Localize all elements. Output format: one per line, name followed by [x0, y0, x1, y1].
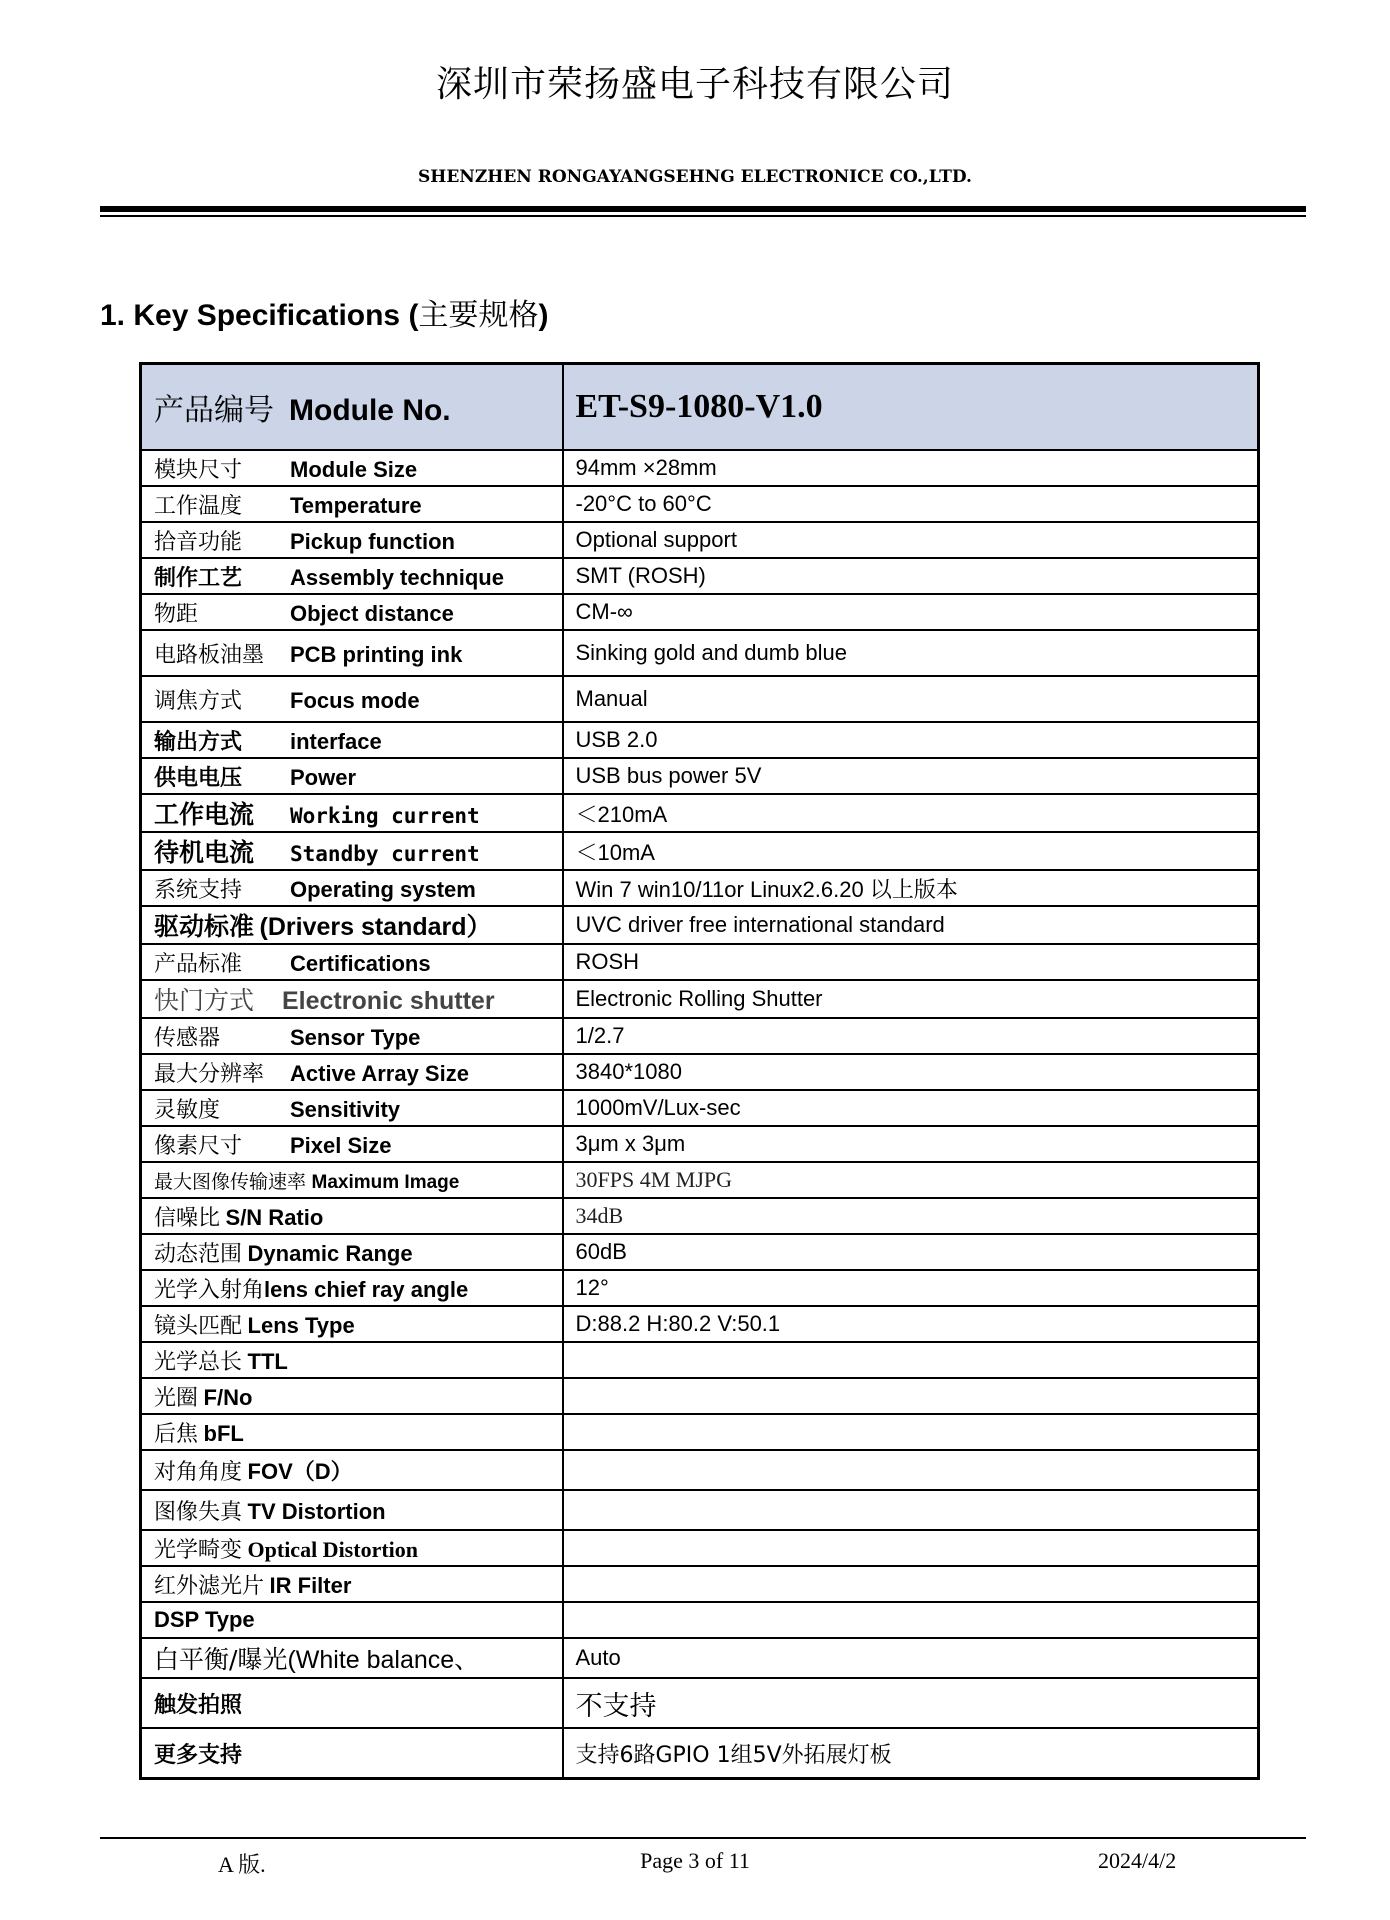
label-en: interface: [290, 728, 382, 754]
label-cell: [141, 1018, 563, 1054]
label-cell: [141, 1728, 563, 1779]
footer-rule: [100, 1837, 1306, 1839]
table-row: [141, 1414, 1259, 1450]
label-cn: 光学总长: [154, 1349, 243, 1375]
label-cell: [141, 1342, 563, 1378]
label-cn: 物距: [154, 601, 199, 627]
table-row: [141, 522, 1259, 558]
table-row: [141, 1602, 1259, 1638]
label-en: Assembly technique: [290, 564, 504, 590]
label-cell: [141, 450, 563, 486]
section-title-cn: 主要规格: [418, 298, 539, 333]
label-en: Dynamic Range: [247, 1240, 413, 1266]
label-en: Focus mode: [290, 687, 420, 713]
section-title-en: 1. Key Specifications (: [100, 299, 419, 332]
value-cell: [563, 1342, 1259, 1378]
value-cell: [563, 1566, 1259, 1602]
value-cell: 60dB: [563, 1234, 1259, 1270]
table-row: [141, 1530, 1259, 1566]
label-cn: 产品标准: [154, 951, 243, 977]
table-row: [141, 1490, 1259, 1530]
label-cell: [141, 1378, 563, 1414]
label-cell: [141, 558, 563, 594]
value-cell: D:88.2 H:80.2 V:50.1: [563, 1306, 1259, 1342]
label-cn: 制作工艺: [154, 564, 243, 591]
label-cell: [141, 594, 563, 630]
label-en: PCB printing ink: [290, 641, 463, 667]
table-row: [141, 1342, 1259, 1378]
label-cn: 白平衡/曝: [154, 1645, 263, 1674]
table-row: [141, 1450, 1259, 1490]
value-cell: 12°: [563, 1270, 1259, 1306]
value-cell: UVC driver free international standard: [563, 906, 1259, 944]
label-cell: [141, 1530, 563, 1566]
value-cell: 1/2.7: [563, 1018, 1259, 1054]
table-row: [141, 870, 1259, 906]
footer-date: 2024/4/2: [1098, 1848, 1177, 1873]
label-cn: 光学畸变: [154, 1537, 243, 1563]
label-en: Sensor Type: [290, 1024, 421, 1050]
table-row: [141, 558, 1259, 594]
label-en: IR Filter: [269, 1572, 352, 1598]
value-cell: [563, 1450, 1259, 1490]
value-cell: 支持6路GPIO 1组5V外拓展灯板: [563, 1728, 1259, 1779]
label-cn: 快门方式: [154, 986, 255, 1015]
label-cell: [141, 1638, 563, 1678]
label-cn: 光学入射角: [154, 1277, 265, 1303]
label-cell: [141, 1306, 563, 1342]
label-cell: [141, 1566, 563, 1602]
label-cn: 拾音功能: [154, 529, 243, 555]
label-cell: [141, 1054, 563, 1090]
label-cell: [141, 722, 563, 758]
table-row: [141, 1306, 1259, 1342]
value-cell: 30FPS 4M MJPG: [563, 1162, 1259, 1198]
value-cell: Electronic Rolling Shutter: [563, 980, 1259, 1018]
label-cell: [141, 906, 563, 944]
section-title-close: ): [538, 299, 549, 332]
label-en: TTL: [247, 1348, 288, 1374]
value-cell: [563, 1414, 1259, 1450]
label-cell: [141, 944, 563, 980]
label-cn: 调焦方式: [154, 688, 243, 714]
header-rule-thick: [100, 206, 1306, 212]
value-cell: ROSH: [563, 944, 1259, 980]
header-label-cell: [141, 364, 563, 451]
label-en: Lens Type: [247, 1312, 355, 1338]
label-cell: [141, 832, 563, 870]
label-cn: 系统支持: [154, 877, 243, 903]
label-en: Electronic shutter: [282, 987, 495, 1015]
label-en: Module Size: [290, 456, 418, 482]
label-cn: 动态范围: [154, 1241, 243, 1267]
footer-page-number: Page 3 of 11: [640, 1848, 750, 1873]
label-cell: [141, 980, 563, 1018]
label-cn: 工作电流: [154, 800, 255, 829]
label-cell: [141, 1450, 563, 1490]
value-cell: 94mm ×28mm: [563, 450, 1259, 486]
header-value-cell: ET-S9-1080-V1.0: [563, 364, 1259, 451]
label-en: TV Distortion: [247, 1498, 386, 1524]
table-row: [141, 944, 1259, 980]
value-cell: Optional support: [563, 522, 1259, 558]
value-cell: Auto: [563, 1638, 1259, 1678]
label-cn: 光圈: [154, 1385, 199, 1411]
value-cell: 3840*1080: [563, 1054, 1259, 1090]
header-label-en: Module No.: [289, 394, 451, 427]
value-cell: ＜210mA: [563, 794, 1259, 832]
label-cell: [141, 870, 563, 906]
label-en: FOV（D）: [247, 1458, 353, 1484]
label-cn: 红外滤光片: [154, 1573, 265, 1599]
label-cn: 传感器: [154, 1025, 221, 1051]
value-cell: [563, 1490, 1259, 1530]
label-cell: [141, 1090, 563, 1126]
label-cn: 工作温度: [154, 493, 243, 519]
label-en: lens chief ray angle: [264, 1276, 469, 1302]
label-en: Maximum Image: [311, 1171, 460, 1193]
table-row: [141, 722, 1259, 758]
label-cn: 模块尺寸: [154, 457, 243, 483]
table-row: [141, 1234, 1259, 1270]
value-cell: Win 7 win10/11or Linux2.6.20 以上版本: [563, 870, 1259, 906]
table-row: [141, 1162, 1259, 1198]
label-en: F/No: [203, 1384, 253, 1410]
header-label-cn: 产品编号: [154, 393, 274, 428]
label-en: Pixel Size: [290, 1132, 392, 1158]
table-row: [141, 1054, 1259, 1090]
value-cell: 不支持: [563, 1678, 1259, 1728]
company-name-cn: 深圳市荣扬盛电子科技有限公司: [435, 64, 954, 105]
table-row: [141, 594, 1259, 630]
value-cell: -20°C to 60°C: [563, 486, 1259, 522]
table-row: [141, 906, 1259, 944]
footer-version: A 版.: [218, 1852, 266, 1877]
label-en: Standby current: [290, 842, 480, 866]
value-cell: USB 2.0: [563, 722, 1259, 758]
label-en: Pickup function: [290, 528, 455, 554]
label-cell: [141, 1490, 563, 1530]
table-row: [141, 794, 1259, 832]
label-en: Power: [290, 764, 357, 790]
table-row: [141, 486, 1259, 522]
label-en: S/N Ratio: [225, 1204, 324, 1230]
value-cell: [563, 1530, 1259, 1566]
table-row: [141, 630, 1259, 676]
table-row: [141, 1638, 1259, 1678]
value-cell: 34dB: [563, 1198, 1259, 1234]
table-row: [141, 980, 1259, 1018]
section-title: [100, 290, 548, 334]
table-row: [141, 676, 1259, 722]
label-en: 光(White balance、: [262, 1646, 480, 1674]
company-name-en: SHENZHEN RONGAYANGSEHNG ELECTRONICE CO.,LTD.: [418, 167, 972, 187]
label-cn: 灵敏度: [154, 1097, 221, 1123]
table-row: [141, 1678, 1259, 1728]
table-row: [141, 832, 1259, 870]
table-header-row: [141, 364, 1259, 451]
table-row: [141, 1090, 1259, 1126]
label-en: Temperature: [290, 492, 422, 518]
label-cell: [141, 1414, 563, 1450]
value-cell: Sinking gold and dumb blue: [563, 630, 1259, 676]
label-cn: 图像失真: [154, 1499, 243, 1525]
label-en: (Drivers standard）: [259, 913, 492, 941]
label-en: Active Array Size: [290, 1060, 469, 1086]
value-cell: CM-∞: [563, 594, 1259, 630]
label-cell: [141, 1126, 563, 1162]
label-cell: [141, 630, 563, 676]
label-cell: [141, 758, 563, 794]
label-cn: 对角角度: [154, 1459, 243, 1485]
label-en: bFL: [203, 1420, 244, 1446]
label-cn: 像素尺寸: [154, 1133, 243, 1159]
table-row: [141, 1270, 1259, 1306]
label-cn: 触发拍照: [154, 1692, 243, 1718]
value-cell: SMT (ROSH): [563, 558, 1259, 594]
value-cell: Manual: [563, 676, 1259, 722]
label-en: Object distance: [290, 600, 454, 626]
table-row: [141, 1728, 1259, 1779]
label-en: DSP Type: [154, 1607, 255, 1632]
label-en: Operating system: [290, 876, 476, 902]
label-en: Optical Distortion: [247, 1536, 419, 1562]
label-cn: 更多支持: [154, 1742, 243, 1768]
label-cn: 电路板油墨: [154, 642, 265, 668]
value-cell: ＜10mA: [563, 832, 1259, 870]
label-cn: 镜头匹配: [154, 1313, 243, 1339]
label-cn: 最大图像传输速率: [154, 1170, 307, 1193]
header-rule-thin: [100, 215, 1306, 217]
label-cn: 供电电压: [154, 764, 243, 791]
label-en: Working current: [290, 804, 480, 828]
label-cn: 后焦: [154, 1421, 199, 1447]
value-cell: 1000mV/Lux-sec: [563, 1090, 1259, 1126]
label-cell: [141, 794, 563, 832]
value-cell: [563, 1602, 1259, 1638]
label-cell: [141, 1678, 563, 1728]
table-row: [141, 1566, 1259, 1602]
label-cell: [141, 522, 563, 558]
value-cell: USB bus power 5V: [563, 758, 1259, 794]
label-cn: 最大分辨率: [154, 1061, 265, 1087]
label-cn: 输出方式: [154, 728, 243, 755]
label-cn: 待机电流: [154, 838, 255, 867]
value-cell: [563, 1378, 1259, 1414]
spec-table: [139, 362, 1260, 1780]
label-en: Certifications: [290, 950, 431, 976]
label-cell: [141, 1162, 563, 1198]
label-cell: [141, 486, 563, 522]
label-cell: [141, 1602, 563, 1638]
label-cn: 信噪比: [154, 1205, 221, 1231]
value-cell: 3μm x 3μm: [563, 1126, 1259, 1162]
label-cell: [141, 676, 563, 722]
table-row: [141, 758, 1259, 794]
label-cn: 驱动标准: [154, 912, 255, 941]
label-cell: [141, 1198, 563, 1234]
table-row: [141, 1126, 1259, 1162]
table-row: [141, 1198, 1259, 1234]
table-row: [141, 1378, 1259, 1414]
table-row: [141, 450, 1259, 486]
label-cell: [141, 1234, 563, 1270]
label-cell: [141, 1270, 563, 1306]
label-en: Sensitivity: [290, 1096, 401, 1122]
table-row: [141, 1018, 1259, 1054]
